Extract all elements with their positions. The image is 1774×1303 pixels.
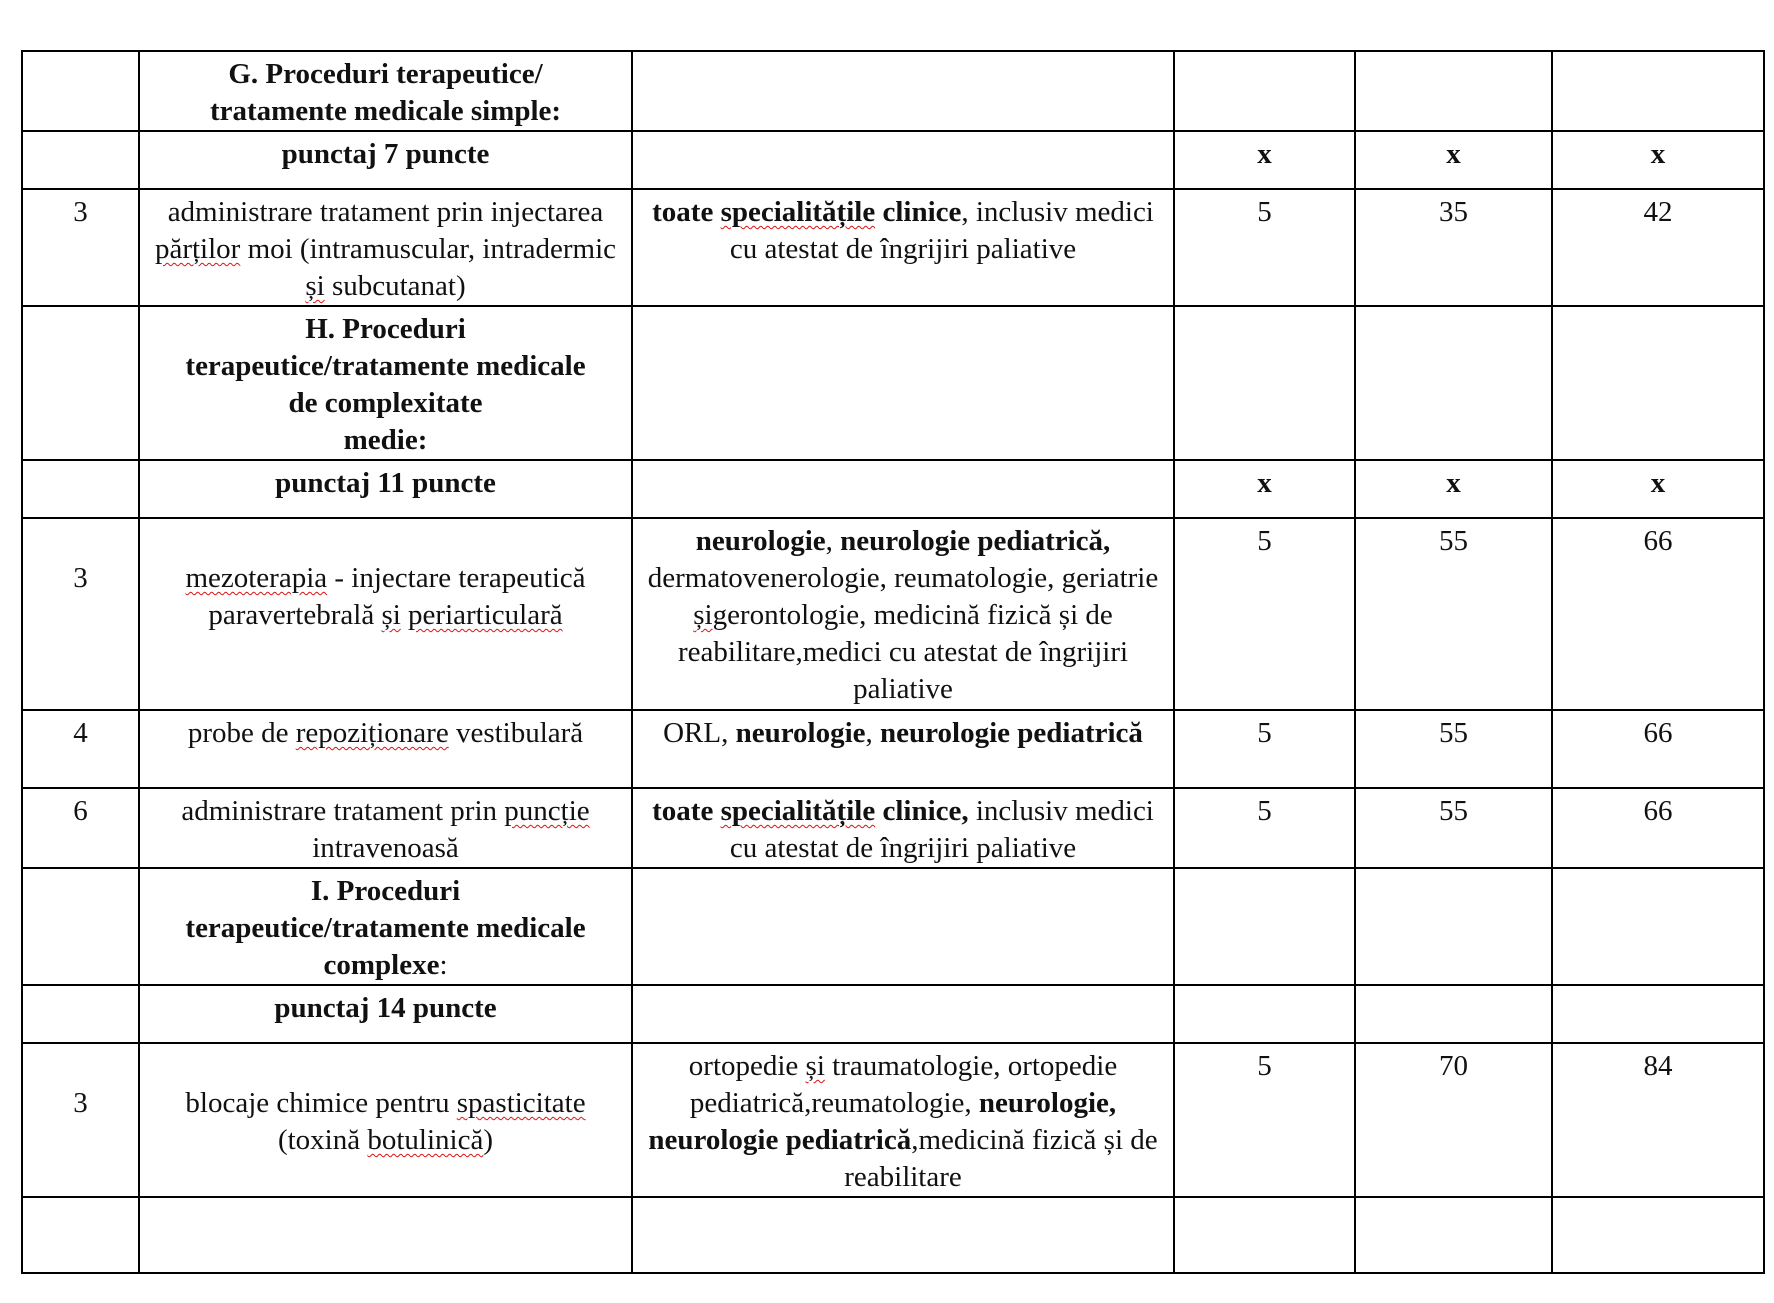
row-number: 6 <box>22 788 139 868</box>
section-header-row <box>22 51 1764 131</box>
row-number <box>22 131 139 189</box>
procedure-row <box>22 788 1764 868</box>
section-title <box>139 306 632 460</box>
specialty-cell <box>632 868 1174 985</box>
col5-cell <box>1355 985 1552 1043</box>
col4-cell: 5 <box>1174 518 1355 710</box>
procedure-cell: mezoterapia - injectare terapeutică paravertebrală și periarticulară <box>139 518 632 710</box>
col4-cell: 5 <box>1174 710 1355 788</box>
col5-cell: 55 <box>1355 518 1552 710</box>
specialty-cell <box>632 306 1174 460</box>
specialty-cell: ORL, neurologie, neurologie pediatrică <box>632 710 1174 788</box>
col5-cell <box>1355 51 1552 131</box>
row-number <box>22 985 139 1043</box>
procedure-row <box>22 189 1764 306</box>
col4-cell: 5 <box>1174 1043 1355 1197</box>
col6-cell <box>1552 1197 1764 1273</box>
col6-cell: 66 <box>1552 788 1764 868</box>
empty-row <box>22 1197 1764 1273</box>
specialty-cell: neurologie, neurologie pediatrică, dermatovenerologie, reumatologie, geriatrie șigerontologie, medicină fizică și de reabilitare,medici cu atestat de îngrijiri paliative <box>632 518 1174 710</box>
section-title-line: H. Proceduri <box>305 313 466 345</box>
specialty-cell <box>632 1197 1174 1273</box>
col5-cell: 55 <box>1355 710 1552 788</box>
specialty-cell: toate specialitățile clinice, inclusiv medici cu atestat de îngrijiri paliative <box>632 788 1174 868</box>
col6-cell: 66 <box>1552 710 1764 788</box>
specialty-cell: ortopedie și traumatologie, ortopedie pediatrică,reumatologie, neurologie, neurologie pediatrică,medicină fizică și de reabilitare <box>632 1043 1174 1197</box>
col4-cell: 5 <box>1174 788 1355 868</box>
row-number <box>22 306 139 460</box>
col6-cell: 66 <box>1552 518 1764 710</box>
section-title-suffix: : <box>439 949 448 981</box>
col4-cell <box>1174 868 1355 985</box>
section-title-line: I. Proceduri <box>310 875 461 907</box>
section-title-line: medie: <box>343 424 428 456</box>
row-number: 3 <box>22 189 139 306</box>
score-label: punctaj 7 puncte <box>139 131 632 189</box>
section-title-line: G. Proceduri terapeutice/ <box>228 58 543 90</box>
col5-cell: 35 <box>1355 189 1552 306</box>
score-row <box>22 131 1764 189</box>
col6-cell <box>1552 306 1764 460</box>
col4-cell: x <box>1174 131 1355 189</box>
section-title-line: tratamente medicale simple: <box>209 95 562 127</box>
specialty-cell <box>632 985 1174 1043</box>
col4-cell <box>1174 306 1355 460</box>
section-header-row <box>22 868 1764 985</box>
section-title-line: terapeutice/tratamente medicale <box>185 350 586 382</box>
specialty-cell <box>632 51 1174 131</box>
section-title <box>139 868 632 985</box>
score-row <box>22 985 1764 1043</box>
procedure-cell: probe de repoziționare vestibulară <box>139 710 632 788</box>
col5-cell: 70 <box>1355 1043 1552 1197</box>
procedure-cell: administrare tratament prin injectarea părților moi (intramuscular, intradermic și subcutanat) <box>139 189 632 306</box>
col5-cell: x <box>1355 131 1552 189</box>
col4-cell: x <box>1174 460 1355 518</box>
col5-cell <box>1355 306 1552 460</box>
specialty-cell: toate specialitățile clinice, inclusiv medici cu atestat de îngrijiri paliative <box>632 189 1174 306</box>
section-title-line: complexe <box>323 949 440 981</box>
score-label: punctaj 11 puncte <box>139 460 632 518</box>
col6-cell <box>1552 985 1764 1043</box>
col6-cell: x <box>1552 460 1764 518</box>
procedure-cell: administrare tratament prin puncție intravenoasă <box>139 788 632 868</box>
procedures-table <box>21 50 1765 1274</box>
row-number: 3 <box>22 1043 139 1197</box>
row-number: 3 <box>22 518 139 710</box>
row-number <box>22 1197 139 1273</box>
section-title <box>139 51 632 131</box>
procedure-row <box>22 1043 1764 1197</box>
col6-cell <box>1552 868 1764 985</box>
col6-cell: x <box>1552 131 1764 189</box>
specialty-cell <box>632 131 1174 189</box>
col6-cell: 42 <box>1552 189 1764 306</box>
row-number <box>22 868 139 985</box>
col4-cell <box>1174 51 1355 131</box>
col5-cell: 55 <box>1355 788 1552 868</box>
section-title-line: terapeutice/tratamente medicale <box>185 912 586 944</box>
row-number <box>22 460 139 518</box>
col5-cell <box>1355 1197 1552 1273</box>
row-number <box>22 51 139 131</box>
section-header-row <box>22 306 1764 460</box>
procedure-row <box>22 710 1764 788</box>
procedure-cell <box>139 1197 632 1273</box>
row-number: 4 <box>22 710 139 788</box>
col4-cell <box>1174 1197 1355 1273</box>
procedure-row <box>22 518 1764 710</box>
specialty-cell <box>632 460 1174 518</box>
col4-cell <box>1174 985 1355 1043</box>
col4-cell: 5 <box>1174 189 1355 306</box>
procedure-cell: blocaje chimice pentru spasticitate (toxină botulinică) <box>139 1043 632 1197</box>
col6-cell: 84 <box>1552 1043 1764 1197</box>
col5-cell: x <box>1355 460 1552 518</box>
col5-cell <box>1355 868 1552 985</box>
score-label: punctaj 14 puncte <box>139 985 632 1043</box>
section-title-line: de complexitate <box>288 387 483 419</box>
score-row <box>22 460 1764 518</box>
col6-cell <box>1552 51 1764 131</box>
